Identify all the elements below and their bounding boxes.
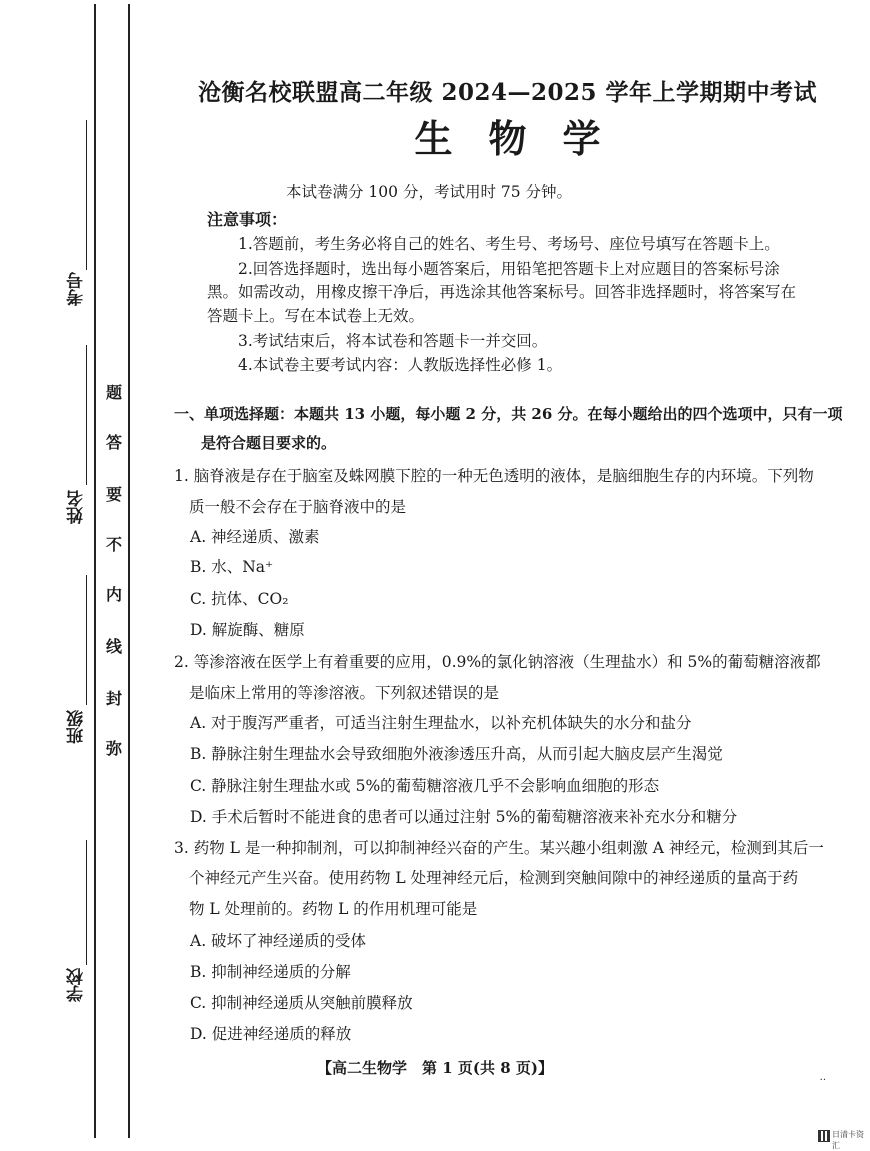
notes-line: 答题卡上。写在本试卷上无效。 — [207, 307, 425, 325]
question-3-option-c[interactable]: C. 抑制神经递质从突触前膜释放 — [190, 994, 413, 1012]
section-heading-cont: 是符合题目要求的。 — [201, 434, 337, 452]
question-2-option-c[interactable]: C. 静脉注射生理盐水或 5%的葡萄糖溶液几乎不会影响血细胞的形态 — [190, 777, 660, 795]
question-3-stem: 个神经元产生兴奋。使用药物 L 处理神经元后，检测到突触间隙中的神经递质的量高于药 — [189, 869, 799, 887]
notes-line: 3.考试结束后，将本试卷和答题卡一并交回。 — [238, 332, 548, 350]
binding-line-outer — [94, 4, 96, 1138]
exam-info: 本试卷满分 100 分，考试用时 75 分钟。 — [286, 183, 573, 201]
question-2-option-d[interactable]: D. 手术后暂时不能进食的患者可以通过注射 5%的葡萄糖溶液来补充水分和糖分 — [190, 808, 738, 826]
notes-line: 4.本试卷主要考试内容：人教版选择性必修 1。 — [238, 356, 563, 374]
class-blank[interactable] — [86, 575, 87, 705]
question-1-option-c[interactable]: C. 抗体、CO₂ — [190, 590, 289, 608]
notes-line: 1.答题前，考生务必将自己的姓名、考生号、考场号、座位号填写在答题卡上。 — [238, 235, 780, 253]
footer-mark: .. — [819, 1072, 826, 1083]
question-1-option-d[interactable]: D. 解旋酶、糖原 — [190, 621, 305, 639]
question-1-stem: 质一般不会存在于脑脊液中的是 — [189, 498, 407, 516]
name-label: 姓名 — [67, 490, 87, 524]
school-blank[interactable] — [86, 840, 87, 965]
question-2-stem: 是临床上常用的等渗溶液。下列叙述错误的是 — [189, 684, 500, 702]
question-3-stem: 物 L 处理前的。药物 L 的作用机理可能是 — [189, 900, 478, 918]
name-blank[interactable] — [86, 345, 87, 485]
question-1-option-b[interactable]: B. 水、Na⁺ — [190, 558, 274, 576]
question-1-option-a[interactable]: A. 神经递质、激素 — [190, 528, 320, 546]
seal-char: 线 — [106, 637, 123, 656]
section-heading: 一、单项选择题：本题共 13 小题，每小题 2 分，共 26 分。在每小题给出的四个选项中，只有一项 — [174, 405, 843, 423]
seal-char: 要 — [106, 485, 123, 504]
notes-line: 黑。如需改动，用橡皮擦干净后，再选涂其他答案标号。回答非选择题时，将答案写在 — [207, 283, 797, 301]
page-footer: 【高二生物学 第 1 页(共 8 页)】 — [317, 1059, 553, 1077]
seal-char: 不 — [106, 535, 123, 554]
watermark-text: 日清卡资汇 — [832, 1130, 864, 1150]
question-2-stem: 2. 等渗溶液在医学上有着重要的应用，0.9%的氯化钠溶液（生理盐水）和 5%的葡萄糖溶液都 — [174, 653, 821, 671]
question-3-stem: 3. 药物 L 是一种抑制剂，可以抑制神经兴奋的产生。某兴趣小组刺激 A 神经元，检测到其后一 — [174, 839, 824, 857]
class-label: 班级 — [67, 710, 87, 744]
exam-title: 沧衡名校联盟高二年级 2024—2025 学年上学期期中考试 — [197, 79, 818, 106]
notes-heading: 注意事项： — [207, 210, 288, 229]
question-1-stem: 1. 脑脊液是存在于脑室及蛛网膜下腔的一种无色透明的液体，是脑细胞生存的内环境。下列物 — [174, 467, 814, 485]
seal-char: 题 — [106, 383, 123, 402]
notes-line: 2.回答选择题时，选出每小题答案后，用铅笔把答题卡上对应题目的答案标号涂 — [238, 260, 780, 278]
seal-char: 弥 — [106, 739, 123, 758]
exam-number-label: 考号 — [67, 272, 87, 306]
question-3-option-a[interactable]: A. 破坏了神经递质的受体 — [190, 932, 367, 950]
question-2-option-a[interactable]: A. 对于腹泻严重者，可适当注射生理盐水，以补充机体缺失的水分和盐分 — [190, 714, 692, 732]
school-label: 学校 — [67, 968, 87, 1002]
subject-title: 生物学 — [414, 116, 637, 161]
qr-code-icon — [818, 1130, 830, 1142]
seal-char: 封 — [106, 689, 123, 708]
question-3-option-d[interactable]: D. 促进神经递质的释放 — [190, 1025, 352, 1043]
question-2-option-b[interactable]: B. 静脉注射生理盐水会导致细胞外液渗透压升高，从而引起大脑皮层产生渴觉 — [190, 745, 723, 763]
seal-char: 答 — [106, 433, 123, 452]
question-3-option-b[interactable]: B. 抑制神经递质的分解 — [190, 963, 351, 981]
binding-line-inner — [128, 4, 130, 1138]
seal-char: 内 — [106, 585, 123, 604]
